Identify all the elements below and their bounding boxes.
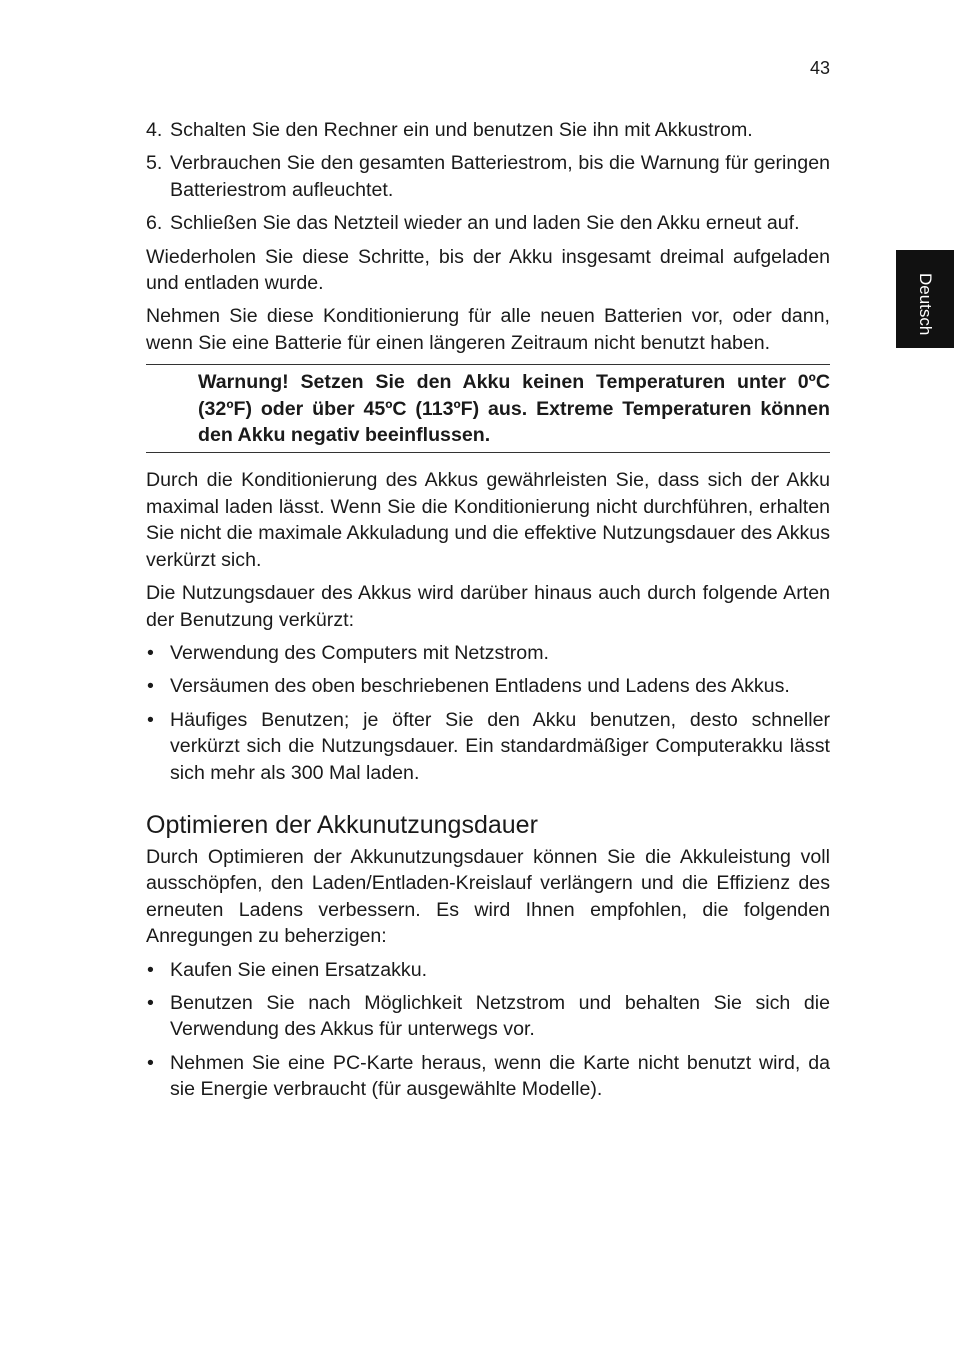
list-item [146, 673, 830, 699]
list-item [146, 957, 830, 983]
bullet-icon: • [147, 641, 154, 664]
language-tab: Deutsch [896, 250, 954, 348]
list-item [146, 707, 830, 786]
page-content [146, 117, 830, 1110]
bullet-icon: • [147, 675, 154, 698]
list-item [146, 117, 830, 143]
page-number: 43 [809, 58, 830, 78]
list-item [146, 990, 830, 1043]
list-item [146, 640, 830, 666]
lifetime-paragraph: Die Nutzungsdauer des Akkus wird darüber hinaus auch durch folgende Arten der Benutzung verkürzt: [146, 582, 830, 631]
warning-box [146, 364, 830, 453]
warning-text: Warnung! Setzen Sie den Akku keinen Temperaturen unter 0ºC (32ºF) oder über 45ºC (113ºF) aus. Extreme Temperaturen können den Akku negativ beeinflussen. [198, 371, 830, 447]
bullet-text: Kaufen Sie einen Ersatzakku. [170, 958, 428, 981]
step-text: Schalten Sie den Rechner ein und benutzen Sie ihn mit Akkustrom. [170, 119, 753, 141]
list-item [146, 210, 830, 236]
step-number: 6. [146, 212, 163, 235]
bullet-text: Nehmen Sie eine PC-Karte heraus, wenn die Karte nicht benutzt wird, da sie Energie verbraucht (für ausgewählte Modelle). [170, 1051, 830, 1101]
bullet-text: Verwendung des Computers mit Netzstrom. [170, 641, 549, 664]
bullet-text: Versäumen des oben beschriebenen Entladens und Ladens des Akkus. [170, 675, 790, 698]
bullet-icon: • [147, 1051, 154, 1074]
section-heading: Optimieren der Akkunutzungsdauer [146, 810, 538, 839]
list-item [146, 150, 830, 203]
step-text: Schließen Sie das Netzteil wieder an und laden Sie den Akku erneut auf. [170, 212, 800, 235]
list-item [146, 1050, 830, 1103]
bullet-icon: • [147, 708, 154, 731]
bullet-icon: • [147, 991, 154, 1014]
bullet-icon: • [147, 958, 154, 981]
tips-list [146, 957, 830, 1103]
optimize-paragraph: Durch Optimieren der Akkunutzungsdauer können Sie die Akkuleistung voll ausschöpfen, den Laden/Entladen-Kreislauf verlängern und die Effizienz des erneuten Ladens verbessern. Es wird Ihnen empfohlen, die folgenden Anregungen zu beherzigen: [146, 845, 830, 948]
usage-list [146, 640, 830, 786]
bullet-text: Häufiges Benutzen; je öfter Sie den Akku benutzen, desto schneller verkürzt sich die Nutzungsdauer. Ein standardmäßiger Computerakku lässt sich mehr als 300 Mal laden. [170, 708, 830, 784]
new-batteries-paragraph: Nehmen Sie diese Konditionierung für alle neuen Batterien vor, oder dann, wenn Sie eine Batterie für einen längeren Zeitraum nicht benutzt haben. [146, 305, 830, 354]
step-number: 4. [146, 119, 163, 141]
bullet-text: Benutzen Sie nach Möglichkeit Netzstrom und behalten Sie sich die Verwendung des Akkus für unterwegs vor. [170, 991, 830, 1041]
step-text: Verbrauchen Sie den gesamten Batteriestrom, bis die Warnung für geringen Batteriestrom aufleuchtet. [170, 152, 830, 201]
step-number: 5. [146, 152, 163, 175]
conditioning-paragraph: Durch die Konditionierung des Akkus gewährleisten Sie, dass sich der Akku maximal laden lässt. Wenn Sie die Konditionierung nicht durchführen, erhalten Sie nicht die maximale Akkuladung und die effektive Nutzungsdauer des Akkus verkürzt sich. [146, 469, 830, 571]
repeat-paragraph: Wiederholen Sie diese Schritte, bis der Akku insgesamt dreimal aufgeladen und entladen wurde. [146, 245, 830, 295]
steps-list [146, 117, 830, 237]
